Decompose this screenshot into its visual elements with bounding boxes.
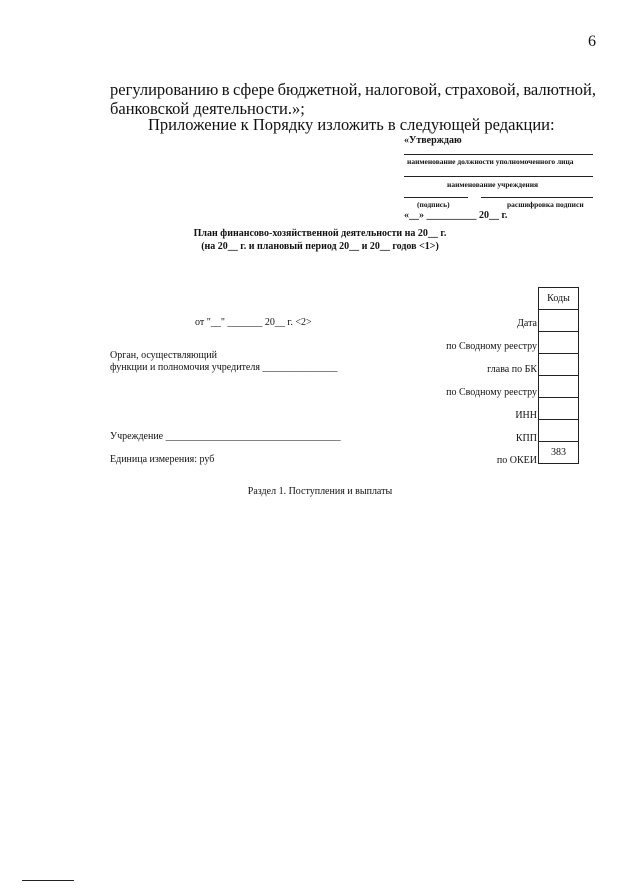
codes-header: Коды xyxy=(539,288,579,310)
form-date-line: от "__" _______ 20__ г. <2> xyxy=(195,317,312,328)
code-cell-inn xyxy=(539,398,579,420)
code-label-date: Дата xyxy=(517,318,537,329)
signature-caption: (подпись) xyxy=(417,200,450,209)
code-cell-date xyxy=(539,310,579,332)
code-cell-register xyxy=(539,332,579,354)
footnote-separator xyxy=(22,880,74,881)
institution-field: Учреждение ___________________________________ xyxy=(110,431,341,442)
paragraph-2: Приложение к Порядку изложить в следующей редакции: xyxy=(148,115,555,134)
decoding-caption: расшифровка подписи xyxy=(507,200,584,209)
position-caption: наименование должности уполномоченного лица xyxy=(407,157,574,166)
section-title: Раздел 1. Поступления и выплаты xyxy=(247,486,393,497)
code-label-okei: по ОКЕИ xyxy=(496,455,537,466)
word: в xyxy=(221,80,230,99)
word: налоговой, xyxy=(365,80,442,99)
unit-of-measure: Единица измерения: руб xyxy=(110,454,215,465)
approval-date: «__» __________ 20__ г. xyxy=(404,210,508,221)
word: валютной, xyxy=(523,80,596,99)
approval-title: «Утверждаю xyxy=(404,135,462,146)
codes-table xyxy=(538,287,579,464)
plan-title-line-1: План финансово-хозяйственной деятельности на 20__ г. xyxy=(193,228,447,239)
code-label-register: по Сводному реестру xyxy=(446,341,537,352)
word: страховой, xyxy=(444,80,520,99)
position-line xyxy=(404,154,593,155)
institution-line xyxy=(404,176,593,177)
decoding-line xyxy=(481,197,593,198)
paragraph-1-line-2: банковской деятельности.»; xyxy=(110,99,305,118)
word: регулированию xyxy=(110,80,219,99)
plan-title-line-2: (на 20__ г. и плановый период 20__ и 20__ годов <1>) xyxy=(201,241,439,252)
paragraph-1-line-1 xyxy=(110,79,596,100)
word: бюджетной, xyxy=(277,80,362,99)
organ-line-1: Орган, осуществляющий xyxy=(110,350,217,361)
organ-line-2: функции и полномочия учредителя _______________ xyxy=(110,362,338,373)
code-cell-bk xyxy=(539,354,579,376)
word: сфере xyxy=(233,80,275,99)
code-cell-okei: 383 xyxy=(539,442,579,464)
code-cell-kpp xyxy=(539,420,579,442)
code-label-kpp: КПП xyxy=(515,433,537,444)
signature-line xyxy=(404,197,468,198)
page-number: 6 xyxy=(588,33,596,50)
code-label-register-2: по Сводному реестру xyxy=(446,387,537,398)
code-cell-register-2 xyxy=(539,376,579,398)
code-label-inn: ИНН xyxy=(515,410,537,421)
code-label-bk: глава по БК xyxy=(487,364,537,375)
institution-caption: наименование учреждения xyxy=(447,180,539,189)
